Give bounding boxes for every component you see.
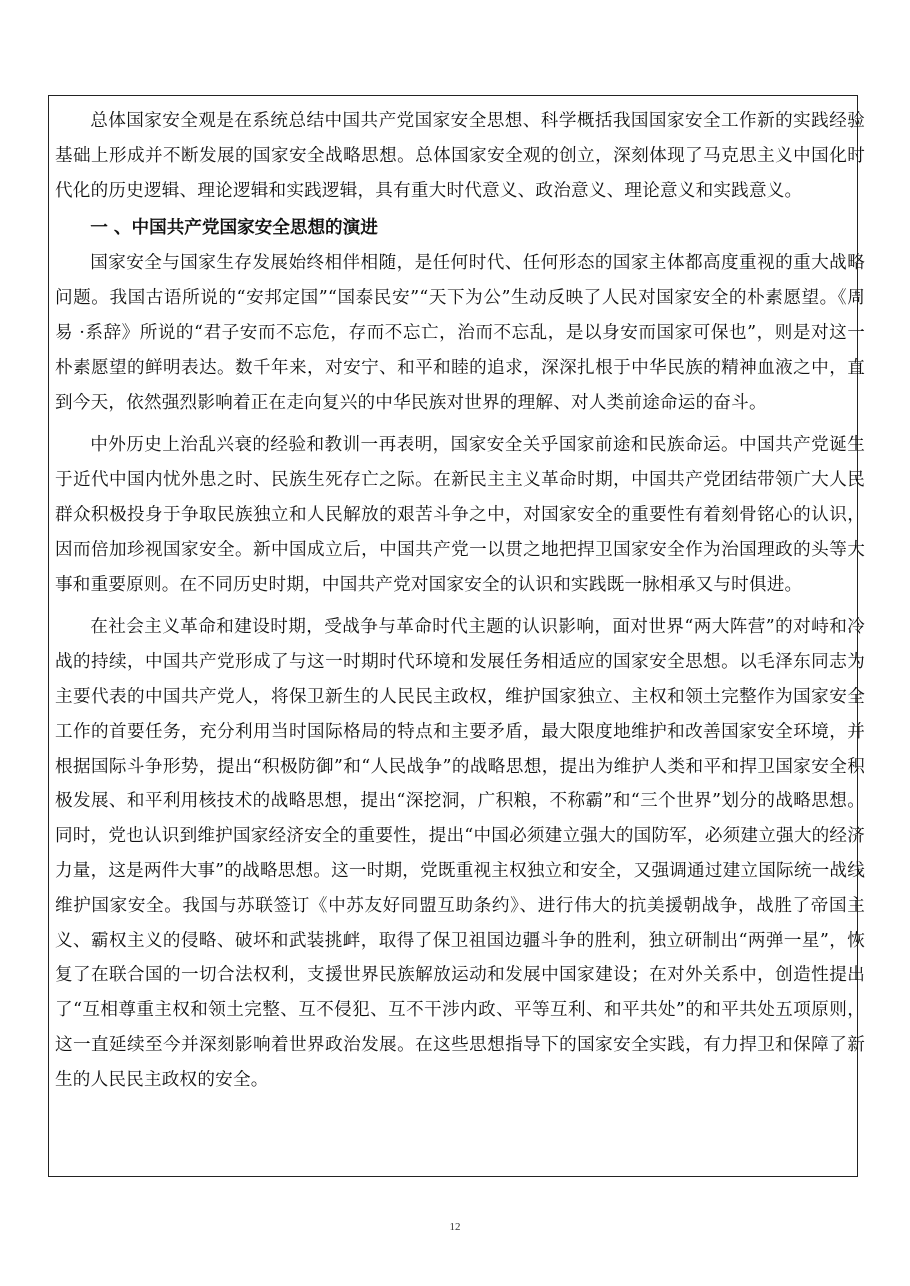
paragraph-historical-lessons: 中外历史上治乱兴衰的经验和教训一再表明，国家安全关乎国家前途和民族命运。中国共产党诞生于近代中国内忧外患之时、民族生死存亡之际。在新民主主义革命时期，中国共产党团结带领广大人民群众积极投身于争取民族独立和人民解放的艰苦斗争之中，对国家安全的重要性有着刻骨铭心的认识，因而倍加珍视国家安全。新中国成立后，中国共产党一以贯之地把捍卫国家安全作为治国理政的头等大事和重要原则。在不同历史时期，中国共产党对国家安全的认识和实践既一脉相承又与时俱进。 <box>55 435 865 595</box>
page-number: 12 <box>449 1221 461 1233</box>
intro-paragraph: 总体国家安全观是在系统总结中国共产党国家安全思想、科学概括我国国家安全工作新的实践经验基础上形成并不断发展的国家安全战略思想。总体国家安全观的创立，深刻体现了马克思主义中国化时代化的历史逻辑、理论逻辑和实践逻辑，具有重大时代意义、政治意义、理论意义和实践意义。 <box>55 111 865 201</box>
paragraph-socialist-construction: 在社会主义革命和建设时期，受战争与革命时代主题的认识影响，面对世界“两大阵营”的对峙和冷战的持续，中国共产党形成了与这一时期时代环境和发展任务相适应的国家安全思想。以毛泽东同志为主要代表的中国共产党人，将保卫新生的人民民主政权，维护国家独立、主权和领土完整作为国家安全工作的首要任务，充分利用当时国际格局的特点和主要矛盾，最大限度地维护和改善国家安全环境，并根据国际斗争形势，提出“积极防御”和“人民战争”的战略思想，提出为维护人类和平和捍卫国家安全积极发展、和平利用核技术的战略思想，提出“深挖洞，广积粮，不称霸”和“三个世界”划分的战略思想。同时，党也认识到维护国家经济安全的重要性，提出“中国必须建立强大的国防军，必须建立强大的经济力量，这是两件大事”的战略思想。这一时期，党既重视主权独立和安全，又强调通过建立国际统一战线维护国家安全。我国与苏联签订《中苏友好同盟互助条约》、进行伟大的抗美援朝战争，战胜了帝国主义、霸权主义的侵略、破坏和武装挑衅，取得了保卫祖国边疆斗争的胜利，独立研制出“两弹一星”，恢复了在联合国的一切合法权利，支援世界民族解放运动和发展中国家建设；在对外关系中，创造性提出了“互相尊重主权和领土完整、互不侵犯、互不干涉内政、平等互利、和平共处”的和平共处五项原则，这一直延续至今并深刻影响着世界政治发展。在这些思想指导下的国家安全实践，有力捍卫和保障了新生的人民民主政权的安全。 <box>55 617 865 1090</box>
section-heading: 一 、中国共产党国家安全思想的演进 <box>90 218 378 239</box>
paragraph-national-security-history: 国家安全与国家生存发展始终相伴相随，是任何时代、任何形态的国家主体都高度重视的重大战略问题。我国古语所说的“安邦定国”“国泰民安”“天下为公”生动反映了人民对国家安全的朴素愿望。《周易 ·系辞》所说的“君子安而不忘危，存而不忘亡，治而不忘乱，是以身安而国家可保也”，则是对这一朴素愿望的鲜明表达。数千年来，对安宁、和平和睦的追求，深深扎根于中华民族的精神血液之中，直到今天，依然强烈影响着正在走向复兴的中华民族对世界的理解、对人类前途命运的奋斗。 <box>55 253 865 413</box>
document-body <box>55 104 865 1098</box>
